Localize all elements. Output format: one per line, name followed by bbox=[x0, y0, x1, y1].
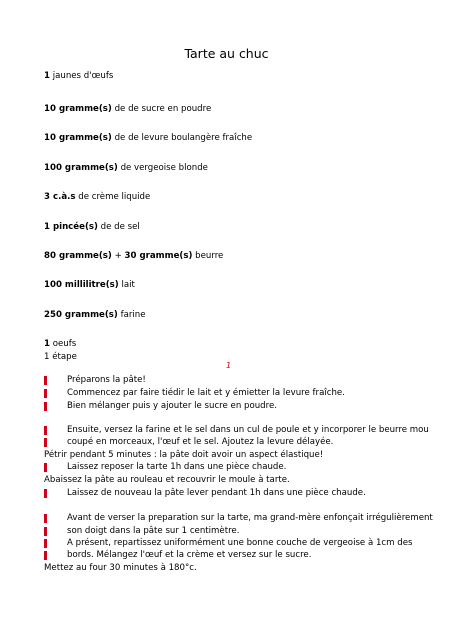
ingredient-name: farine bbox=[120, 310, 146, 320]
ingredient-name: de crème liquide bbox=[78, 192, 151, 202]
ingredient-item bbox=[44, 104, 211, 114]
ingredient-item bbox=[44, 251, 223, 261]
instruction-line: Abaissez la pâte au rouleau et recouvrir le moule à tarte. bbox=[44, 475, 290, 485]
change-bar bbox=[44, 539, 47, 548]
change-bar bbox=[44, 376, 47, 385]
page-title: Tarte au chuc bbox=[184, 46, 269, 61]
change-bar bbox=[44, 438, 47, 447]
ingredient-qty: 250 gramme(s) bbox=[44, 310, 118, 320]
ingredient-plus: + bbox=[114, 251, 122, 261]
ingredient-name: de de sucre en poudre bbox=[114, 104, 212, 114]
step-count: 1 étape bbox=[44, 352, 77, 362]
change-bar bbox=[44, 551, 47, 560]
red-marker: 1 bbox=[226, 361, 232, 370]
ingredient-qty-2: 30 gramme(s) bbox=[124, 251, 193, 261]
instruction-line: Avant de verser la preparation sur la tarte, ma grand-mère enfonçait irrégulièrement bbox=[67, 513, 433, 523]
ingredient-qty: 10 gramme(s) bbox=[44, 104, 112, 114]
instruction-line: son doigt dans la pâte sur 1 centimètre. bbox=[67, 526, 240, 536]
ingredient-qty: 80 gramme(s) bbox=[44, 251, 112, 261]
ingredient-item bbox=[44, 310, 146, 320]
ingredient-qty: 1 pincée(s) bbox=[44, 222, 98, 232]
instruction-line: Commencez par faire tiédir le lait et y émietter la levure fraîche. bbox=[67, 388, 345, 398]
ingredient-qty: 100 millilitre(s) bbox=[44, 280, 119, 290]
instruction-line: Préparons la pâte! bbox=[67, 375, 146, 385]
instruction-line: bords. Mélangez l'œuf et la crème et versez sur le sucre. bbox=[67, 550, 312, 560]
change-bar bbox=[44, 463, 47, 472]
instruction-line: Ensuite, versez la farine et le sel dans un cul de poule et y incorporer le beurre mou bbox=[67, 425, 429, 435]
instruction-line: Pétrir pendant 5 minutes : la pâte doit avoir un aspect élastique! bbox=[44, 450, 324, 460]
instruction-line: Bien mélanger puis y ajouter le sucre en poudre. bbox=[67, 401, 277, 411]
change-bar bbox=[44, 489, 47, 498]
ingredient-name: jaunes d'œufs bbox=[52, 71, 114, 81]
ingredient-qty: 3 c.à.s bbox=[44, 192, 76, 202]
instruction-line: A présent, repartissez uniformément une bonne couche de vergeoise à 1cm des bbox=[67, 538, 413, 548]
change-bar bbox=[44, 514, 47, 523]
change-bar bbox=[44, 527, 47, 536]
change-bar bbox=[44, 402, 47, 411]
ingredient-item bbox=[44, 222, 140, 232]
ingredient-qty: 1 bbox=[44, 71, 50, 81]
ingredient-item bbox=[44, 71, 113, 81]
ingredient-qty: 10 gramme(s) bbox=[44, 133, 112, 143]
ingredient-name: de de levure boulangère fraîche bbox=[114, 133, 253, 143]
ingredient-name: de vergeoise blonde bbox=[120, 163, 208, 173]
ingredient-qty: 100 gramme(s) bbox=[44, 163, 118, 173]
ingredient-item bbox=[44, 133, 252, 143]
ingredient-qty: 1 bbox=[44, 339, 50, 349]
change-bar bbox=[44, 389, 47, 398]
ingredient-name: oeufs bbox=[52, 339, 77, 349]
ingredient-name: de de sel bbox=[100, 222, 140, 232]
instruction-line: Mettez au four 30 minutes à 180°c. bbox=[44, 563, 197, 573]
ingredient-item bbox=[44, 280, 135, 290]
change-bar bbox=[44, 426, 47, 435]
instruction-line: Laissez reposer la tarte 1h dans une pièce chaude. bbox=[67, 462, 287, 472]
ingredient-name: beurre bbox=[195, 251, 224, 261]
instruction-line: coupé en morceaux, l'œuf et le sel. Ajoutez la levure délayée. bbox=[67, 437, 334, 447]
instruction-line: Laissez de nouveau la pâte lever pendant 1h dans une pièce chaude. bbox=[67, 488, 366, 498]
ingredient-item bbox=[44, 339, 76, 349]
ingredient-item bbox=[44, 163, 208, 173]
ingredient-name: lait bbox=[121, 280, 135, 290]
ingredient-item bbox=[44, 192, 150, 202]
